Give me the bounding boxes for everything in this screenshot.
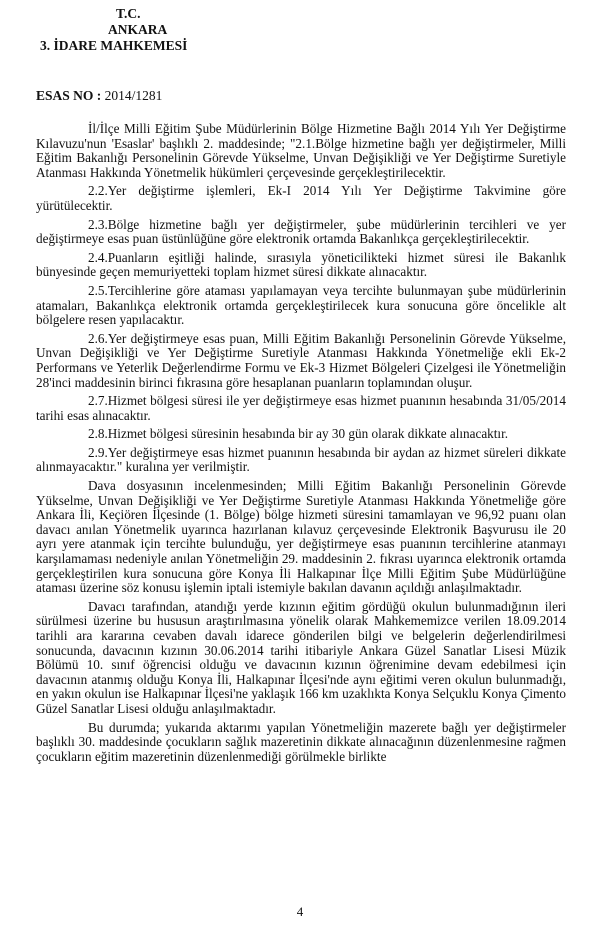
paragraph-7: 2.7.Hizmet bölgesi süresi ile yer değiştirmeye esas hizmet puanının hesabında 31/05/2014 tarihi esas alınacaktır. (36, 393, 566, 423)
court-header (36, 6, 187, 54)
header-tc: T.C. (116, 6, 141, 21)
header-city: ANKARA (108, 22, 168, 37)
paragraph-12: Bu durumda; yukarıda aktarımı yapılan Yönetmeliğin mazerete bağlı yer değiştirmeler başlıklı 30. maddesinde çocukların sağlık mazeretinin dikkate alınacağının düzenlenmesine rağmen çocukların eğitim mazeretinin düzenlenmediği görülmekle birlikte (36, 719, 566, 764)
paragraph-6: 2.6.Yer değiştirmeye esas puan, Milli Eğitim Bakanlığı Personelinin Görevde Yükselme, Unvan Değişikliği ve Yer Değiştirme Suretiyle Atanması Hakkında Yönetmeliğe ekli Ek-2 Performans ve Yeterlik Değerlendirme Formu ve Ek-3 Hizmet Bölgeleri Çizelgesi ile Yönetmeliğin 28'inci maddesinin birinci fıkrasına göre hesaplanan puanların toplamından oluşur. (36, 330, 566, 390)
case-number (36, 88, 162, 104)
paragraph-8: 2.8.Hizmet bölgesi süresinin hesabında bir ay 30 gün olarak dikkate alınacaktır. (88, 426, 509, 442)
case-number-value: 2014/1281 (104, 88, 163, 103)
paragraph-4: 2.4.Puanların eşitliği halinde, sırasıyla yöneticilikteki hizmet süresi ile Bakanlık bünyesinde geçen memuriyetteki toplam hizmet süresi dikkate alınacaktır. (36, 249, 566, 280)
case-number-label: ESAS NO : (36, 88, 102, 103)
page-number: 4 (296, 904, 304, 919)
paragraph-9: 2.9.Yer değiştirmeye esas hizmet puanının hesabında bir aydan az hizmet süreleri dikkate alınmayacaktır." kuralına yer verilmiştir. (36, 444, 566, 475)
document-body (36, 122, 566, 768)
header-court-name: 3. İDARE MAHKEMESİ (40, 38, 188, 53)
paragraph-3: 2.3.Bölge hizmetine bağlı yer değiştirmeler, şube müdürlerinin tercihleri ve yer değiştirmeye esas puan üstünlüğüne göre elektronik ortamda Bakanlıkça gerçekleştirilecektir. (36, 216, 566, 247)
paragraph-2: 2.2.Yer değiştirme işlemleri, Ek-I 2014 Yılı Yer Değiştirme Takvimine göre yürütülecektir. (36, 183, 566, 213)
paragraph-11: Davacı tarafından, atandığı yerde kızının eğitim gördüğü okulun bulunmadığının ileri sürülmesi üzerine bu hususun araştırılmasına yönelik olarak Mahkememizce verilen 18.09.2014 tarihli ara kararına cevaben davalı idarece gönderilen bilgi ve belgelerin değerlendirilmesi sonucunda, davacının kızının 30.06.2014 tarihi itibariyle Ankara Güzel Sanatlar Lisesi Müzik Bölümü 10. sınıf öğrencisi olduğu ve davacının kızının öğrenimine devam edebilmesi için davacının atanmış olduğu Konya İli, Halkapınar İlçesi'nde aynı eğitimi veren okulun bulunmadığı, en yakın okulun ise Halkapınar İlçesi'ne yaklaşık 166 km uzaklıkta Konya Selçuklu Konya Çimento Güzel Sanatlar Lisesi olduğu anlaşılmaktadır. (36, 598, 566, 716)
paragraph-1: İl/İlçe Milli Eğitim Şube Müdürlerinin Bölge Hizmetine Bağlı 2014 Yılı Yer Değiştirme Kılavuzu'nun 'Esaslar' başlıklı 2. maddesinde; "2.1.Bölge hizmetine bağlı yer değiştirmeler, Milli Eğitim Bakanlığı Personelinin Görevde Yükselme, Unvan Değişikliği ve Yer Değiştirme Suretiyle Atanması Hakkında Yönetmelik hükümleri çerçevesinde gerçekleştirilecektir. (36, 121, 566, 180)
paragraph-10: Dava dosyasının incelenmesinden; Milli Eğitim Bakanlığı Personelinin Görevde Yükselme, Unvan Değişikliği ve Yer Değiştirme Suretiyle Atanması Hakkında Yönetmeliğe göre Ankara İli, Keçiören İlçesinde (1. Bölge) bölge hizmeti süresini tamamlayan ve 96,92 puanı olan davacı anılan Yönetmelik uyarınca hazırlanan kılavuz çerçevesinde Elektronik Başvurusu ile 20 ayrı yere atanmak için tercihte bulunduğu, yer değiştirmeye esas puanının tercihlerine atanmayı karşılamaması nedeniyle anılan Yönetmeliğin 29. maddesinin 2. fıkrası uyarınca elektronik ortamda gerçekleştirilen kura sonucuna göre Konya İli Halkapınar İlçe Milli Eğitim Şube Müdürlüğüne ataması üzerine söz konusu işlemin iptali istemiyle bakılan davanın açıldığı anlaşılmaktadır. (36, 478, 566, 596)
paragraph-5: 2.5.Tercihlerine göre ataması yapılamayan veya tercihte bulunmayan şube müdürlerinin atamaları, Bakanlıkça elektronik ortamda gerçekleştirilecek kura sonucuna göre öncelikle alt bölgelere resen yapılacaktır. (36, 282, 566, 328)
